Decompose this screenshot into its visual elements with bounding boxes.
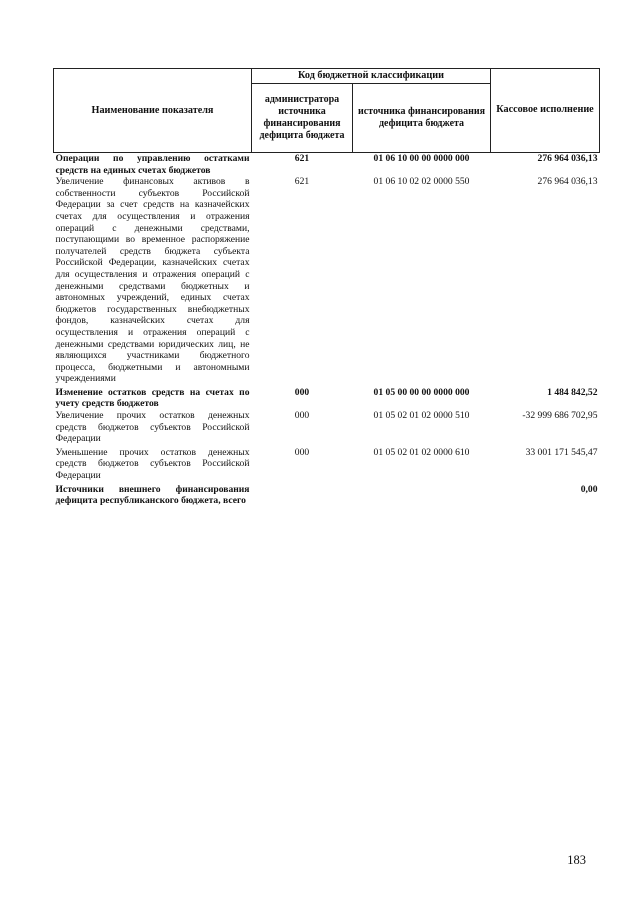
row-name: Увеличение финансовых активов в собственности субъектов Российской Федерации за счет средств на казначейских счетах для осуществления и отражения операций с денежными средствами, поступающими во временное распоряжение получателей средств бюджета субъекта Российской Федерации, казначейских счетах для осуществления и отражения операций с денежными средствами бюджетных и автономных учреждений, единых счетах бюджетов государственных внебюджетных фондов, казначейских счетах для осуществления и отражения операций с денежными средствами юридических лиц, не являющихся участниками бюджетного процесса, бюджетными и автономными учреждениями <box>55 176 250 385</box>
row-name: Изменение остатков средств на счетах по учету средств бюджетов <box>55 386 250 410</box>
header-cash-execution: Кассовое исполнение <box>491 69 600 153</box>
header-indicator-name: Наименование показателя <box>54 69 252 153</box>
row-name: Увеличение прочих остатков денежных средств бюджетов субъектов Российской Федерации <box>55 410 250 445</box>
row-cash-amount: 0,00 <box>580 483 598 495</box>
header-source-code: источника финансирования дефицита бюджета <box>353 84 491 153</box>
table-row <box>54 410 600 445</box>
row-name: Источники внешнего финансирования дефицита республиканского бюджета, всего <box>55 483 250 507</box>
table-row <box>54 445 600 482</box>
page-number: 183 <box>567 853 586 867</box>
row-name: Уменьшение прочих остатков денежных средств бюджетов субъектов Российской Федерации <box>55 446 250 482</box>
row-source-code <box>353 482 491 507</box>
row-source-code: 01 06 10 00 00 0000 000 <box>373 153 470 164</box>
budget-sources-table <box>53 68 600 507</box>
row-admin-code <box>252 482 353 507</box>
row-name: Операции по управлению остатками средств на единых счетах бюджетов <box>55 153 250 176</box>
table-body <box>54 153 600 507</box>
row-cash-amount: 276 964 036,13 <box>537 176 598 188</box>
row-cash-amount: 1 484 842,52 <box>547 386 598 398</box>
table-row <box>54 385 600 410</box>
row-admin-code: 000 <box>294 386 310 398</box>
row-source-code: 01 05 02 01 02 0000 610 <box>373 446 470 458</box>
row-admin-code: 621 <box>294 176 310 188</box>
header-budget-classification-code: Код бюджетной классификации <box>252 69 491 84</box>
row-admin-code: 000 <box>294 446 310 458</box>
table-header <box>54 69 600 153</box>
table-row <box>54 176 600 385</box>
row-admin-code: 621 <box>294 153 310 164</box>
row-cash-amount: 276 964 036,13 <box>537 153 598 164</box>
row-cash-amount: -32 999 686 702,95 <box>522 410 598 422</box>
row-source-code: 01 05 02 01 02 0000 510 <box>373 410 470 422</box>
table-row <box>54 153 600 177</box>
header-administrator-code: администратора источника финансирования дефицита бюджета <box>252 84 353 153</box>
row-cash-amount: 33 001 171 545,47 <box>525 446 598 458</box>
row-source-code: 01 06 10 02 02 0000 550 <box>373 176 470 188</box>
table-row <box>54 482 600 507</box>
row-source-code: 01 05 00 00 00 0000 000 <box>373 386 470 398</box>
row-admin-code: 000 <box>294 410 310 422</box>
